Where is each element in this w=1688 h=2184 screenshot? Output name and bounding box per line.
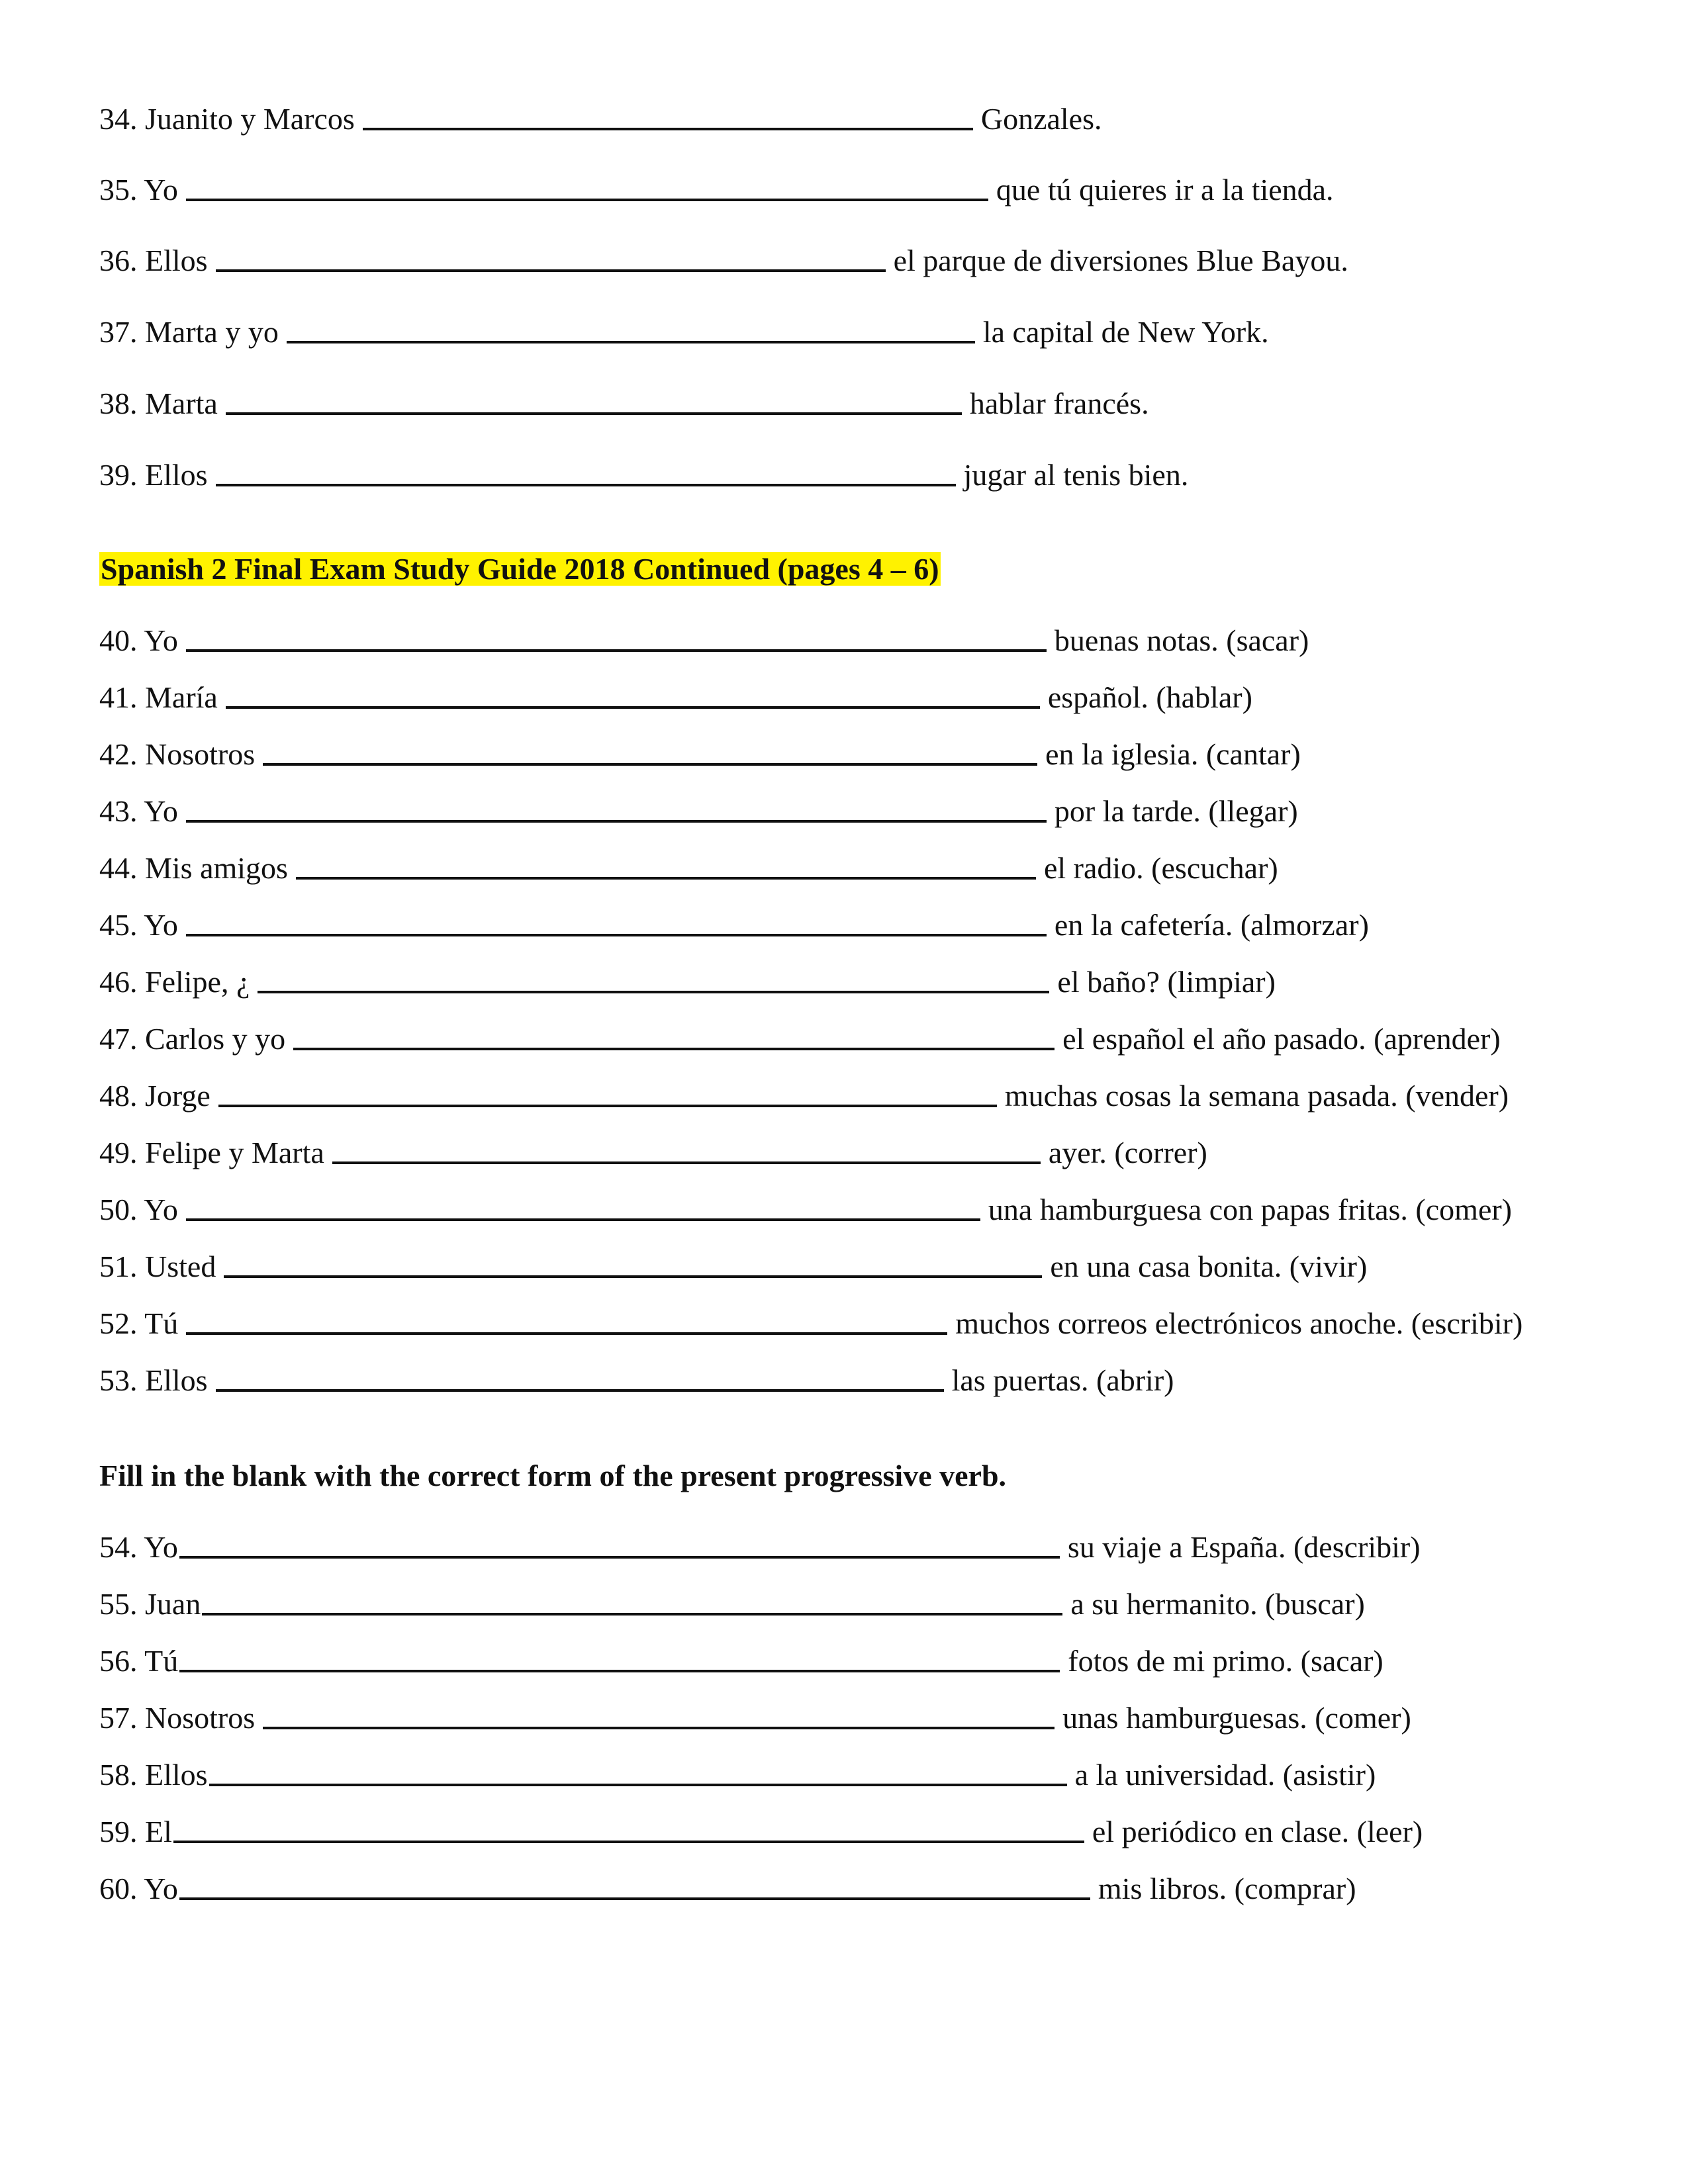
- question-52: 52. Tú muchos correos electrónicos anoche. (escribir): [99, 1306, 1523, 1340]
- answer-blank-41[interactable]: [226, 706, 1040, 709]
- answer-blank-39[interactable]: [216, 484, 956, 486]
- answer-blank-58[interactable]: [209, 1784, 1067, 1786]
- question-39: 39. Ellos jugar al tenis bien.: [99, 458, 1189, 492]
- question-49: 49. Felipe y Marta ayer. (correr): [99, 1136, 1207, 1169]
- question-51: 51. Usted en una casa bonita. (vivir): [99, 1250, 1368, 1283]
- answer-blank-44[interactable]: [296, 877, 1036, 880]
- answer-blank-59[interactable]: [173, 1841, 1084, 1843]
- question-50: 50. Yo una hamburguesa con papas fritas. (comer): [99, 1193, 1512, 1226]
- section-heading-text: Spanish 2 Final Exam Study Guide 2018 Continued (pages 4 – 6): [101, 552, 939, 586]
- question-42: 42. Nosotros en la iglesia. (cantar): [99, 737, 1301, 771]
- question-46: 46. Felipe, ¿ el baño? (limpiar): [99, 965, 1276, 999]
- answer-blank-53[interactable]: [216, 1389, 944, 1392]
- instruction-heading: Fill in the blank with the correct form of the present progressive verb.: [99, 1459, 1007, 1492]
- answer-blank-49[interactable]: [332, 1161, 1041, 1164]
- question-55: 55. Juan a su hermanito. (buscar): [99, 1587, 1365, 1621]
- question-53: 53. Ellos las puertas. (abrir): [99, 1363, 1174, 1397]
- answer-blank-52[interactable]: [186, 1332, 947, 1335]
- answer-blank-56[interactable]: [179, 1670, 1060, 1672]
- answer-blank-38[interactable]: [226, 412, 962, 415]
- question-47: 47. Carlos y yo el español el año pasado. (aprender): [99, 1022, 1501, 1056]
- question-59: 59. El el periódico en clase. (leer): [99, 1815, 1423, 1848]
- question-35: 35. Yo que tú quieres ir a la tienda.: [99, 173, 1334, 206]
- question-34: 34. Juanito y Marcos Gonzales.: [99, 102, 1102, 136]
- answer-blank-35[interactable]: [186, 199, 988, 201]
- answer-blank-54[interactable]: [179, 1556, 1060, 1559]
- question-36: 36. Ellos el parque de diversiones Blue Bayou.: [99, 244, 1348, 277]
- answer-blank-36[interactable]: [216, 269, 886, 272]
- answer-blank-55[interactable]: [202, 1613, 1062, 1615]
- question-44: 44. Mis amigos el radio. (escuchar): [99, 851, 1278, 885]
- question-37: 37. Marta y yo la capital de New York.: [99, 315, 1269, 349]
- answer-blank-43[interactable]: [186, 820, 1047, 823]
- answer-blank-45[interactable]: [186, 934, 1047, 936]
- question-58: 58. Ellos a la universidad. (asistir): [99, 1758, 1376, 1792]
- question-43: 43. Yo por la tarde. (llegar): [99, 794, 1298, 828]
- question-38: 38. Marta hablar francés.: [99, 387, 1149, 420]
- answer-blank-40[interactable]: [186, 649, 1047, 652]
- answer-blank-42[interactable]: [263, 763, 1037, 766]
- answer-blank-37[interactable]: [287, 341, 975, 343]
- answer-blank-57[interactable]: [263, 1727, 1055, 1729]
- answer-blank-47[interactable]: [293, 1048, 1055, 1050]
- answer-blank-34[interactable]: [363, 128, 973, 130]
- question-48: 48. Jorge muchas cosas la semana pasada. (vender): [99, 1079, 1509, 1113]
- section-heading: [99, 551, 941, 588]
- question-45: 45. Yo en la cafetería. (almorzar): [99, 908, 1369, 942]
- question-54: 54. Yo su viaje a España. (describir): [99, 1530, 1421, 1564]
- question-41: 41. María español. (hablar): [99, 680, 1252, 714]
- question-57: 57. Nosotros unas hamburguesas. (comer): [99, 1701, 1411, 1735]
- question-40: 40. Yo buenas notas. (sacar): [99, 623, 1309, 657]
- question-60: 60. Yo mis libros. (comprar): [99, 1872, 1356, 1905]
- answer-blank-48[interactable]: [218, 1105, 997, 1107]
- answer-blank-60[interactable]: [179, 1897, 1090, 1900]
- question-56: 56. Tú fotos de mi primo. (sacar): [99, 1644, 1383, 1678]
- answer-blank-46[interactable]: [258, 991, 1049, 993]
- answer-blank-51[interactable]: [224, 1275, 1042, 1278]
- answer-blank-50[interactable]: [186, 1218, 980, 1221]
